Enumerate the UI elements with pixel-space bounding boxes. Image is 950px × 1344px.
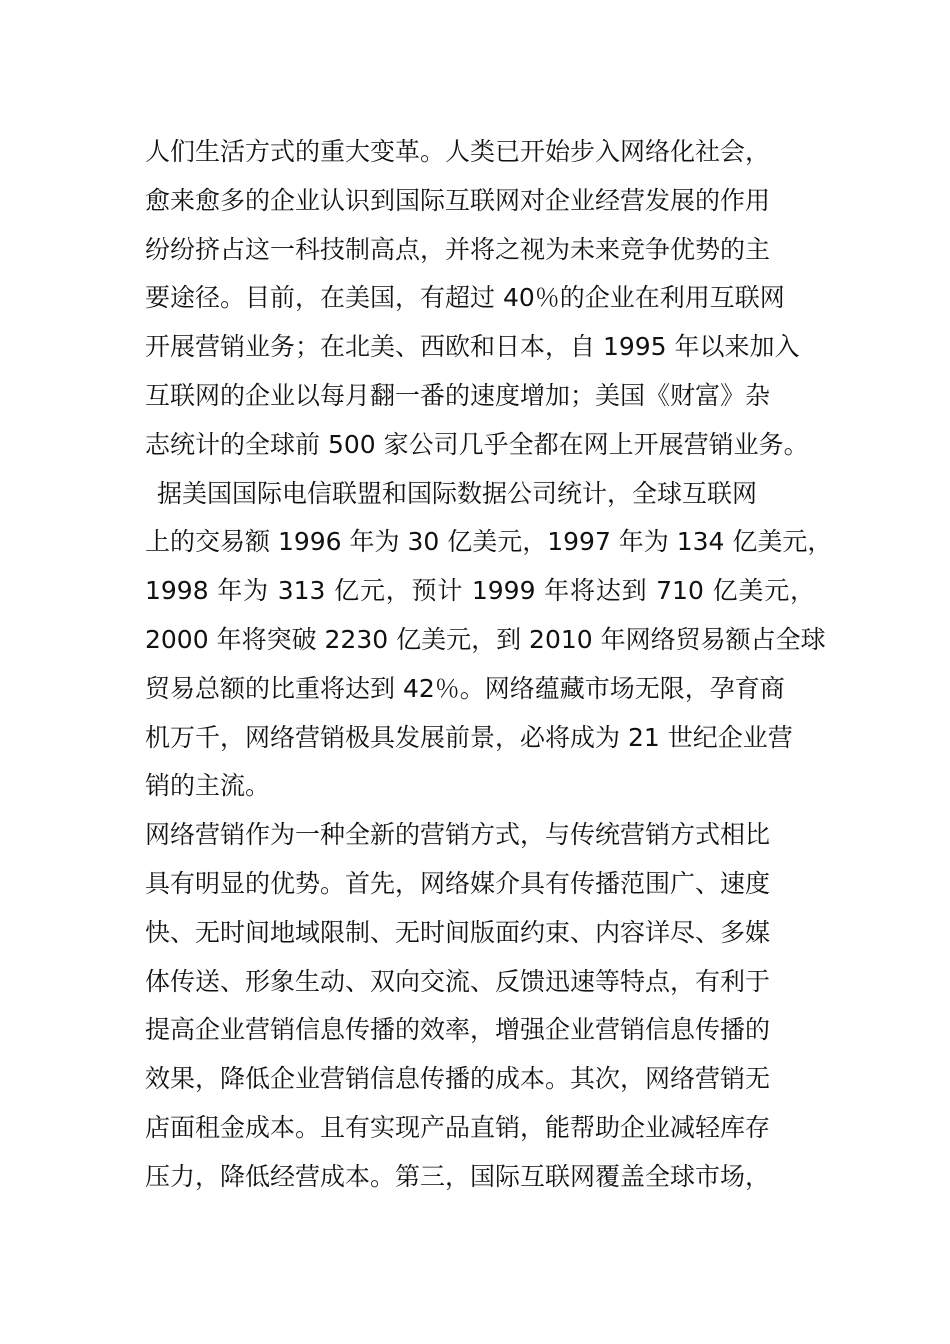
text-line: 销的主流。: [145, 771, 271, 801]
text-line: 人们生活方式的重大变革。人类已开始步入网络化社会，: [145, 137, 771, 166]
text-line: 贸易总额的比重将达到 42％。网络蕴藏市场无限，孕育商: [145, 673, 785, 703]
text-line: 机万千，网络营销极具发展前景，必将成为 21 世纪企业营: [145, 722, 793, 752]
text-line: 网络营销作为一种全新的营销方式，与传统营销方式相比: [145, 820, 771, 850]
text-line: 快、无时间地域限制、无时间版面约束、内容详尽、多媒: [145, 917, 771, 947]
text-line: 2000 年将突破 2230 亿美元，到 2010 年网络贸易额占全球: [145, 624, 826, 654]
text-line: 提高企业营销信息传播的效率，增强企业营销信息传播的: [145, 1015, 771, 1045]
text-line: 志统计的全球前 500 家公司几乎全都在网上开展营销业务。: [145, 429, 809, 459]
text-line: 纷纷挤占这一科技制高点，并将之视为未来竞争优势的主: [145, 234, 771, 264]
text-line: 要途径。目前，在美国，有超过 40％的企业在利用互联网: [145, 283, 785, 313]
text-line: 上的交易额 1996 年为 30 亿美元，1997 年为 134 亿美元，: [145, 527, 833, 557]
text-line: 据美国国际电信联盟和国际数据公司统计，全球互联网: [157, 478, 758, 508]
text-line: 体传送、形象生动、双向交流、反馈迅速等特点，有利于: [145, 966, 771, 996]
text-line: 具有明显的优势。首先，网络媒介具有传播范围广、速度: [145, 868, 771, 898]
body-text: [145, 128, 833, 1202]
text-line: 1998 年为 313 亿元，预计 1999 年将达到 710 亿美元，: [145, 576, 815, 606]
text-line: 店面租金成本。且有实现产品直销，能帮助企业减轻库存: [145, 1112, 771, 1142]
text-line: 互联网的企业以每月翻一番的速度增加；美国《财富》杂: [145, 380, 771, 410]
text-line: 愈来愈多的企业认识到国际互联网对企业经营发展的作用: [145, 185, 771, 215]
text-line: 效果，降低企业营销信息传播的成本。其次，网络营销无: [145, 1064, 771, 1094]
text-line: 压力，降低经营成本。第三，国际互联网覆盖全球市场，: [145, 1161, 771, 1191]
text-line: 开展营销业务；在北美、西欧和日本，自 1995 年以来加入: [145, 332, 800, 362]
